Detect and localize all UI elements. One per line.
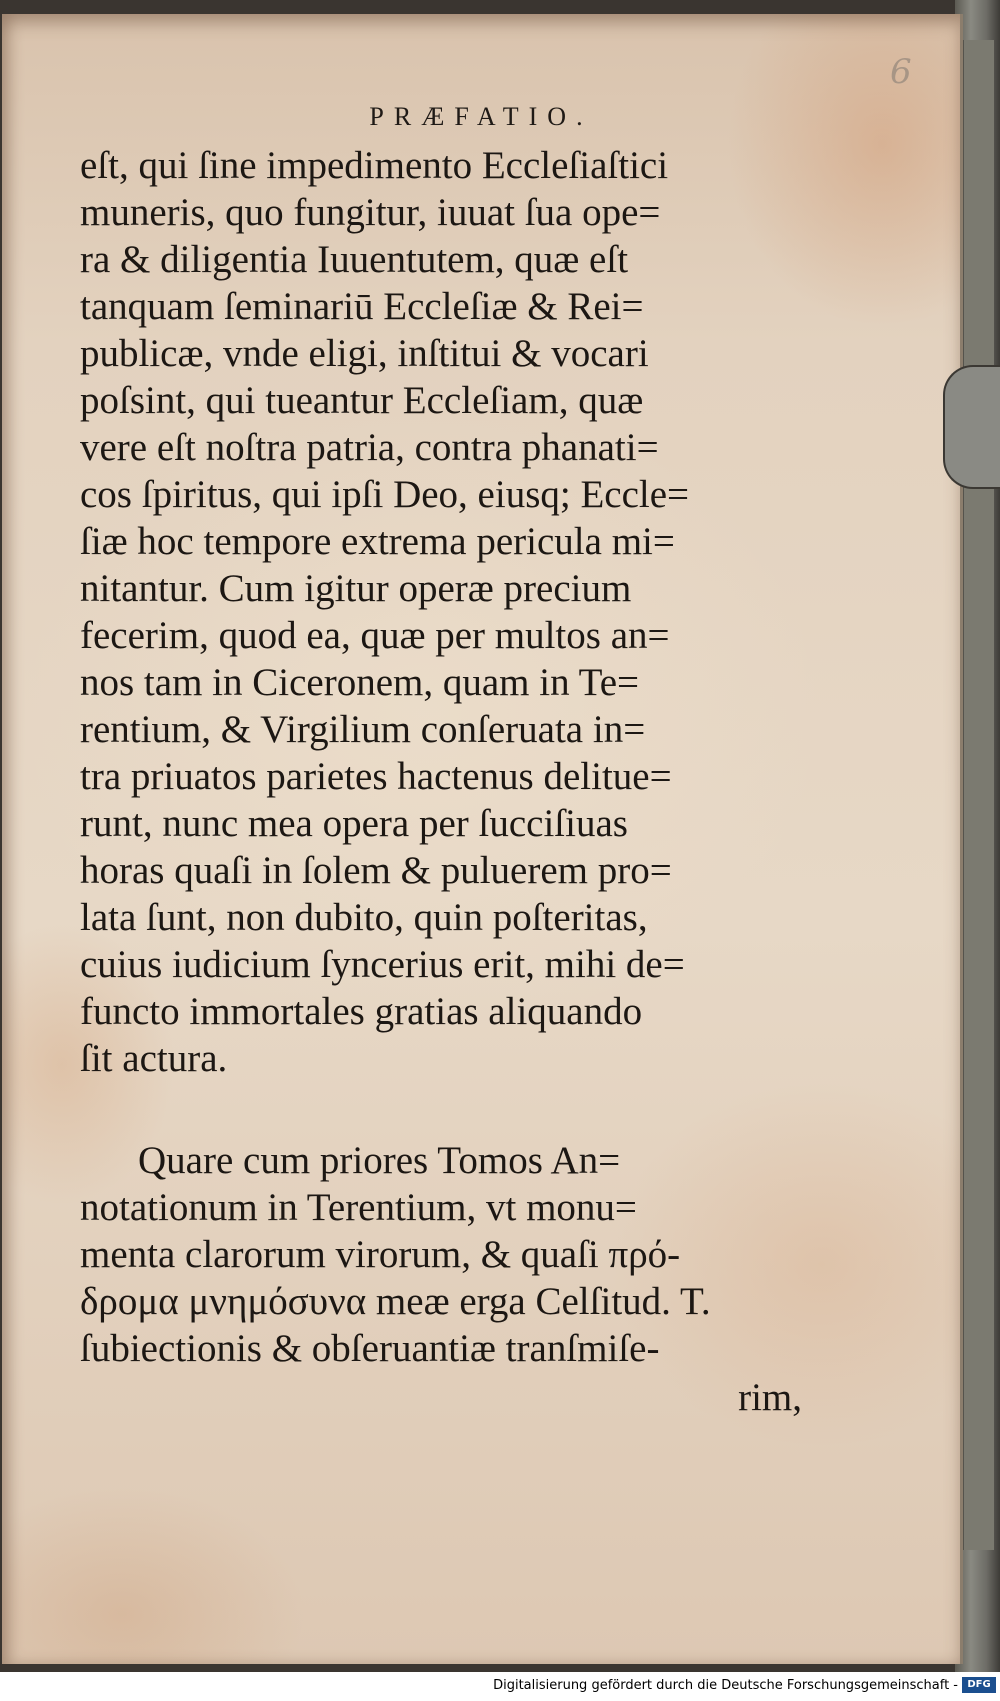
dfg-logo: DFG	[962, 1677, 996, 1693]
text-line: eſt, qui ſine impedimento Eccleſiaſtici	[80, 144, 669, 187]
cover-board	[962, 40, 994, 1550]
text-line: functo immortales gratias aliquando	[80, 990, 643, 1033]
paragraph-line: menta clarorum virorum, & quaſi πρό-	[80, 1233, 681, 1276]
footer-bar	[0, 1672, 1000, 1701]
paragraph-line: Quare cum priores Tomos An=	[138, 1139, 621, 1182]
text-line: lata ſunt, non dubito, quin poſteritas,	[80, 896, 648, 939]
text-line: ſiæ hoc tempore extrema pericula mi=	[80, 520, 675, 563]
text-line: nos tam in Ciceronem, quam in Te=	[80, 661, 640, 704]
text-line: nitantur. Cum igitur operæ precium	[80, 567, 632, 610]
text-line: rentium, & Virgilium conſeruata in=	[80, 708, 646, 751]
text-line: horas quaſi in ſolem & puluerem pro=	[80, 849, 672, 892]
text-line: tanquam ſeminariū Eccleſiæ & Rei=	[80, 285, 644, 328]
book-page	[2, 14, 963, 1664]
running-header: PRÆFATIO.	[369, 102, 593, 131]
text-line: fecerim, quod ea, quæ per multos an=	[80, 614, 670, 657]
paragraph-line: notationum in Terentium, vt monu=	[80, 1186, 637, 1229]
text-line: vere eſt noſtra patria, contra phanati=	[80, 426, 659, 469]
text-line: runt, nunc mea opera per ſucciſiuas	[80, 802, 628, 845]
text-line: tra priuatos parietes hactenus delitue=	[80, 755, 672, 798]
text-line: publicæ, vnde eligi, inſtitui & vocari	[80, 332, 649, 375]
catchword: rim,	[738, 1376, 802, 1419]
folio-mark: 6	[890, 52, 912, 92]
text-line: cos ſpiritus, qui ipſi Deo, eiusq; Eccle=	[80, 473, 690, 516]
paragraph-line: ſubiectionis & obſeruantiæ tranſmiſe-	[80, 1327, 660, 1370]
text-line: muneris, quo fungitur, iuuat ſua ope=	[80, 191, 661, 234]
funding-credit: Digitalisierung gefördert durch die Deutsche Forschungsgemeinschaft -	[493, 1678, 958, 1693]
text-line: ſit actura.	[80, 1037, 228, 1080]
paragraph-line: δρομα μνημόσυνα meæ erga Celſitud. T.	[80, 1280, 711, 1323]
page-tab	[943, 365, 1000, 489]
text-line: cuius iudicium ſyncerius erit, mihi de=	[80, 943, 685, 986]
text-line: ra & diligentia Iuuentutem, quæ eſt	[80, 238, 629, 281]
text-line: poſsint, qui tueantur Eccleſiam, quæ	[80, 379, 644, 422]
